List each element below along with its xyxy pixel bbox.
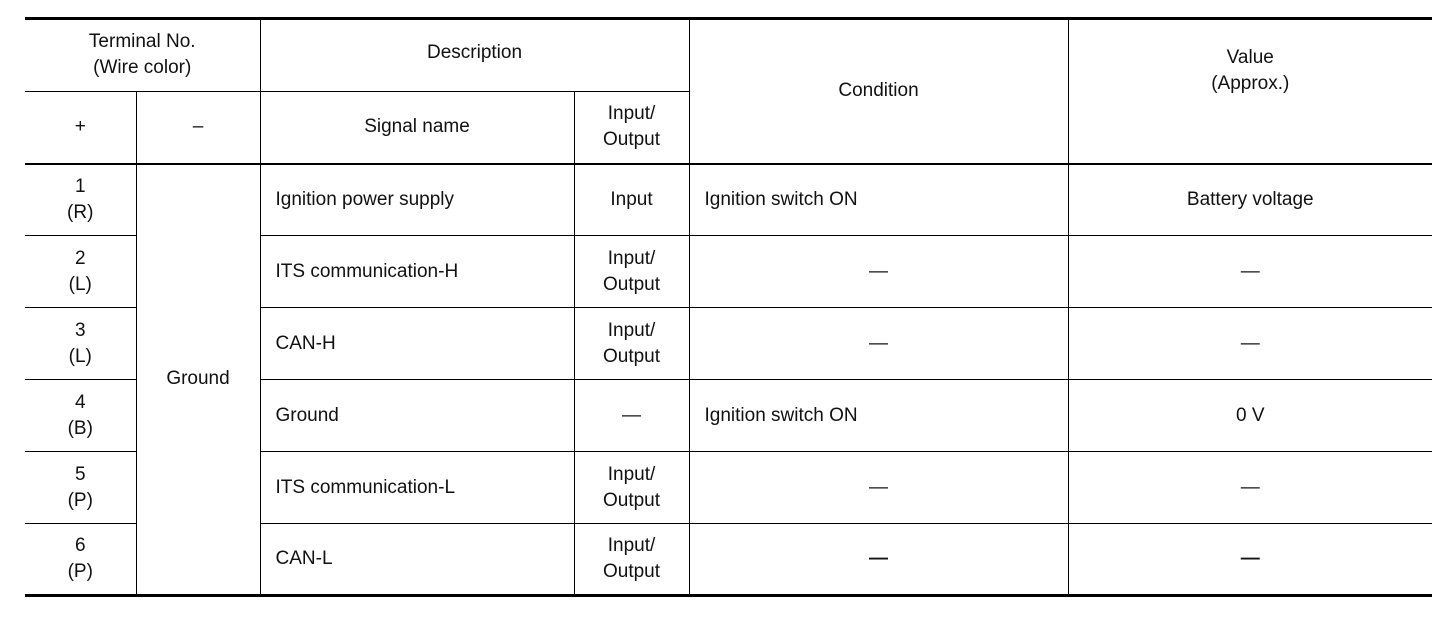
wire-color: (P)	[67, 489, 93, 511]
io-cell	[574, 164, 689, 236]
terminal-no-header	[25, 19, 260, 92]
condition-cell: —	[689, 236, 1068, 308]
io-cell	[574, 524, 689, 596]
signal-name-cell: CAN-H	[260, 308, 574, 380]
io-line2: Output	[602, 345, 661, 367]
minus-header: –	[136, 92, 260, 164]
condition-cell: —	[689, 524, 1068, 596]
wire-color: (L)	[68, 345, 92, 367]
terminal-number: 3	[74, 319, 86, 341]
io-line1: Input/	[607, 463, 656, 485]
io-cell	[574, 236, 689, 308]
terminal-number: 2	[74, 247, 86, 269]
terminal-no-label: Terminal No.	[88, 31, 196, 52]
value-cell: —	[1068, 524, 1432, 596]
wire-color: (R)	[67, 201, 94, 223]
io-cell	[574, 452, 689, 524]
signal-name-cell: Ignition power supply	[260, 164, 574, 236]
terminal-number: 5	[74, 463, 86, 485]
condition-cell: Ignition switch ON	[689, 164, 1068, 236]
terminal-cell	[25, 164, 136, 236]
signal-name-cell: ITS communication-H	[260, 236, 574, 308]
value-cell: —	[1068, 308, 1432, 380]
condition-header: Condition	[689, 19, 1068, 164]
value-cell: —	[1068, 236, 1432, 308]
terminal-cell	[25, 452, 136, 524]
table-row	[25, 164, 1432, 236]
terminal-cell	[25, 308, 136, 380]
value-header	[1068, 19, 1432, 164]
terminal-number: 1	[74, 175, 86, 197]
io-line1: Input/	[607, 319, 656, 341]
io-line2: Output	[602, 561, 661, 582]
signal-name-cell: ITS communication-L	[260, 452, 574, 524]
io-line1: —	[622, 404, 641, 426]
input-output-header	[574, 92, 689, 164]
io-label-line2: Output	[602, 129, 661, 151]
io-cell	[574, 380, 689, 452]
wire-color-label: (Wire color)	[93, 57, 192, 78]
header-row-1	[25, 19, 1432, 92]
io-line2: Output	[602, 489, 661, 511]
io-line1: Input	[610, 188, 653, 210]
value-cell: —	[1068, 452, 1432, 524]
signal-name-cell: Ground	[260, 380, 574, 452]
value-cell: 0 V	[1068, 380, 1432, 452]
terminal-table	[25, 17, 1432, 597]
io-line1: Input/	[607, 247, 656, 269]
condition-cell: —	[689, 452, 1068, 524]
wire-color: (B)	[67, 417, 93, 439]
terminal-cell	[25, 236, 136, 308]
value-cell: Battery voltage	[1068, 164, 1432, 236]
signal-name-cell: CAN-L	[260, 524, 574, 596]
terminal-number: 6	[74, 535, 86, 556]
wire-color: (P)	[67, 561, 93, 582]
terminal-cell	[25, 524, 136, 596]
io-label-line1: Input/	[607, 103, 656, 125]
value-label: Value	[1226, 47, 1274, 69]
wire-color: (L)	[68, 273, 92, 295]
terminal-cell	[25, 380, 136, 452]
plus-header: +	[25, 92, 136, 164]
io-line2: Output	[602, 273, 661, 295]
condition-cell: Ignition switch ON	[689, 380, 1068, 452]
description-header: Description	[260, 19, 689, 92]
io-line1: Input/	[607, 535, 656, 556]
io-cell	[574, 308, 689, 380]
condition-cell: —	[689, 308, 1068, 380]
approx-label: (Approx.)	[1211, 73, 1290, 95]
terminal-number: 4	[74, 391, 86, 413]
signal-name-header: Signal name	[260, 92, 574, 164]
ground-cell: Ground	[136, 164, 260, 596]
